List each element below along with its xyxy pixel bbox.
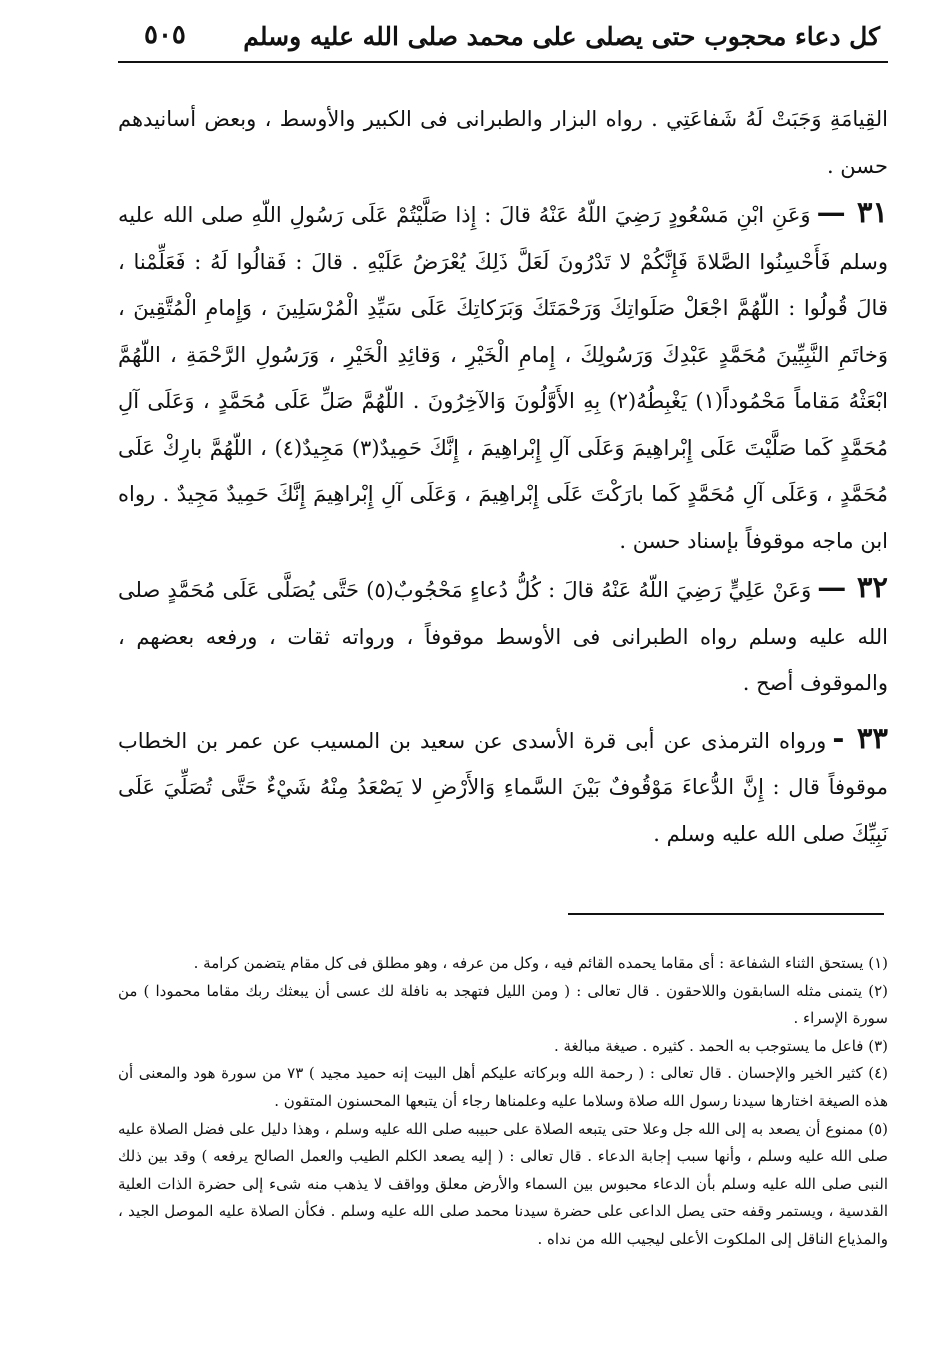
page-header	[118, 18, 888, 60]
footnote-3: (٣) فاعل ما يستوجب به الحمد . كثيره . صيغة مبالغة .	[553, 1036, 888, 1055]
page-number: ٥٠٥	[144, 20, 186, 50]
footnote-separator	[568, 913, 884, 915]
hadith-number: ٣٣ -	[832, 720, 888, 755]
hadith-text: وَعَنِ ابْنِ مَسْعُودٍ رَضِيَ اللّهُ عَنْهُ قالَ : إِذا صَلَّيْتُمْ عَلَى رَسُولِ اللّهِ صلى الله عليه وسلم فَأَحْسِنُوا الصَّلاةَ فَإِنَّكُمْ لا تَدْرُونَ لَعَلَّ ذَلِكَ يُعْرَضُ عَلَيْهِ . قالَ : فَقالُوا لَهُ : فَعَلِّمْنا ، قالَ قُولُوا : اللّهُمَّ اجْعَلْ صَلَواتِكَ وَرَحْمَتَكَ وَبَرَكاتِكَ عَلَى سَيِّدِ الْمُرْسَلِينَ ، وَإِمامِ الْمُتَّقِينَ ، وَخاتَمِ النَّبِيِّينَ مُحَمَّدٍ عَبْدِكَ وَرَسُولِكَ ، إِمامِ الْخَيْرِ ، وَقائِدِ الْخَيْرِ ، وَرَسُولِ الرَّحْمَةِ ، اللّهُمَّ ابْعَثْهُ مَقاماً مَحْمُوداً(١) يَغْبِطُهُ(٢) بِهِ الأَوَّلُونَ وَالآخِرُونَ . اللّهُمَّ صَلِّ عَلَى مُحَمَّدٍ ، وَعَلَى آلِ مُحَمَّدٍ كَما صَلَّيْتَ عَلَى إِبْراهِيمَ وَعَلَى آلِ إِبْراهِيمَ ، إِنَّكَ حَمِيدٌ(٣) مَجِيدٌ(٤) ، اللّهُمَّ بارِكْ عَلَى مُحَمَّدٍ ، وَعَلَى آلِ مُحَمَّدٍ كَما بارَكْتَ عَلَى إِبْراهِيمَ ، وَعَلَى آلِ إِبْراهِيمَ إِنَّكَ حَمِيدٌ مَجِيدٌ . رواه ابن ماجه موقوفاً بإسناد حسن .	[118, 203, 888, 553]
hadith-32	[118, 564, 888, 707]
header-rule	[118, 61, 888, 63]
hadith-33	[118, 715, 888, 858]
intro-paragraph: القِيامَةِ وَجَبَتْ لَهُ شَفاعَتِي . رواه البزار والطبرانى فى الكبير والأوسط ، وبعض أسانيدهم حسن .	[118, 107, 888, 178]
footnote-1: (١) يستحق الثناء الشفاعة : أى مقاما يحمده القائم فيه ، وكل من عرفه ، وهو مطلق فى كل مقام يتضمن كرامة .	[193, 954, 888, 972]
hadith-text: ورواه الترمذى عن أبى قرة الأسدى عن سعيد بن المسيب عن عمر بن الخطاب موقوفاً قال : إِنَّ الدُّعاءَ مَوْقُوفٌ بَيْنَ السَّماءِ وَالأَرْضِ لا يَصْعَدُ مِنْهُ شَيْءٌ حَتَّى تُصَلِّيَ عَلَى نَبِيِّكَ صلى الله عليه وسلم .	[118, 728, 888, 846]
running-title: كل دعاء محجوب حتى يصلى على محمد صلى الله عليه وسلم	[243, 22, 880, 51]
footnote-4: (٤) كثير الخير والإحسان . قال تعالى : ( رحمة الله وبركاته عليكم أهل البيت إنه حميد مجيد ) ٧٣ من سورة هود والمعنى أن هذه الصيغة اختارها سيدنا رسول الله صلاة وسلاما عليه وعلمناها رجاء أن يتبعها المحسنون المتقون .	[118, 1064, 888, 1110]
footnote-5: (٥) ممنوع أن يصعد به إلى الله جل وعلا حتى يتبعه الصلاة على حبيبه صلى الله عليه وسلم ، وهذا دليل على فضل الصلاة عليه صلى الله عليه وسلم ، وأنها سبب إجابة الدعاء . قال تعالى : ( إليه يصعد الكلم الطيب والعمل الصالح يرفعه ) وقد بين ذلك النبى صلى الله عليه وسلم بأن الدعاء محبوس بين السماء والأرض معلق وواقف لا يذهب منه شىء إلى حضرة الذات العلية القدسية ، ويستمر وقفه حتى يصل الداعى على حضرة سيدنا محمد صلى الله عليه وسلم . فكأن الصلاة عليه الموصل الجيد ، والمذياع الناقل إلى الملكوت الأعلى ليجيب الله من نداه .	[118, 1119, 888, 1248]
hadith-number: ٣١ —	[816, 195, 888, 229]
footnote-2: (٢) يتمنى مثله السابقون واللاحقون . قال تعالى : ( ومن الليل فتهجد به نافلة لك عسى أن يبعثك ربك مقاما محمودا ) من سورة الإسراء .	[118, 981, 888, 1028]
hadith-text: وَعَنْ عَلِيٍّ رَضِيَ اللّهُ عَنْهُ قالَ : كُلُّ دُعاءٍ مَحْجُوبٌ(٥) حَتَّى يُصَلَّى عَلَى مُحَمَّدٍ صلى الله عليه وسلم رواه الطبرانى فى الأوسط موقوفاً ، ورواته ثقات ، ورفعه بعضهم ، والموقوف أصح .	[118, 578, 888, 695]
hadith-number: ٣٢ —	[817, 570, 888, 604]
footnotes	[118, 950, 888, 1254]
main-text	[118, 96, 888, 857]
hadith-31	[118, 189, 888, 564]
